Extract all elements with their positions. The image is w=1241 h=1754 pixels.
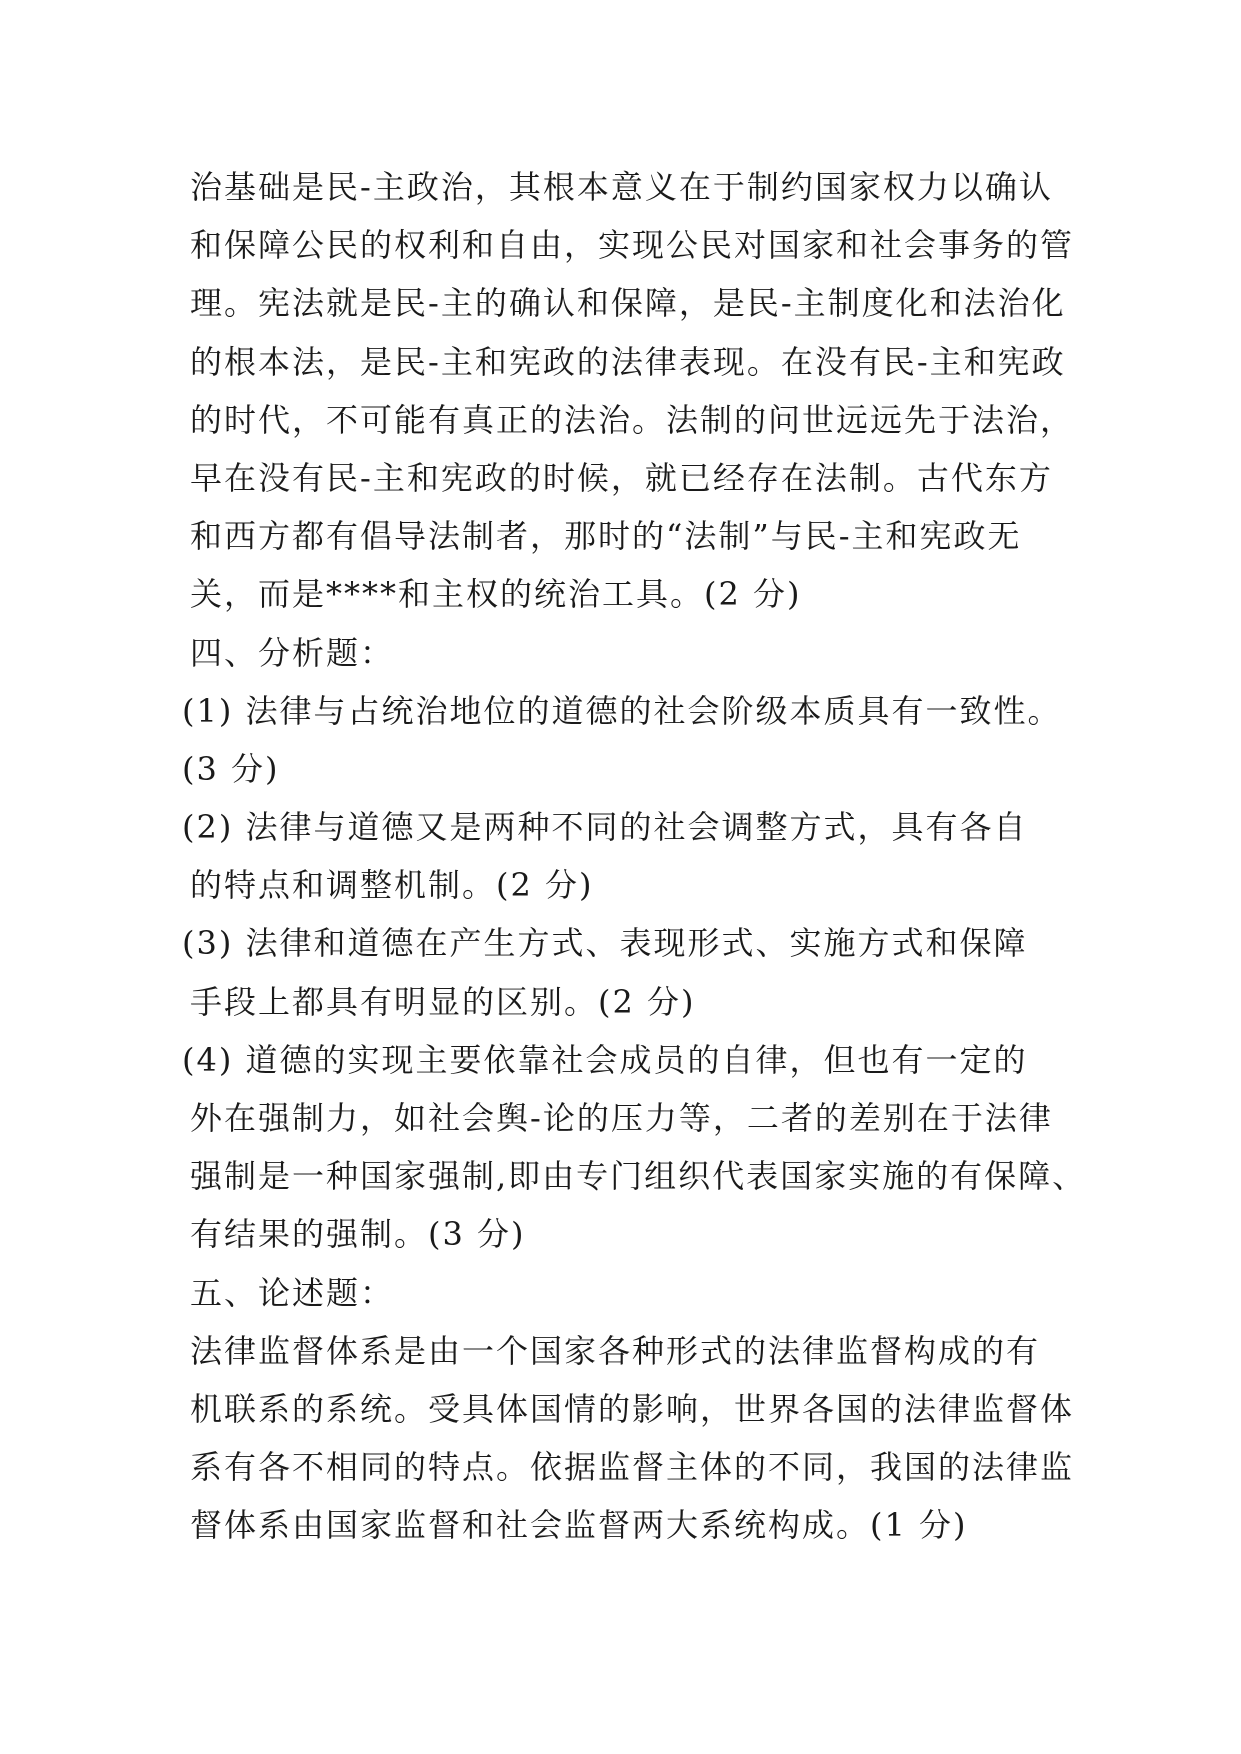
text-line: 和西方都有倡导法制者，那时的“法制”与民-主和宪政无 bbox=[190, 517, 1022, 556]
text-line: 的特点和调整机制。(2 分) bbox=[190, 866, 594, 905]
text-line: 有结果的强制。(3 分) bbox=[190, 1215, 526, 1254]
text-line: 机联系的系统。受具体国情的影响，世界各国的法律监督体 bbox=[190, 1389, 1075, 1428]
text-line: 系有各不相同的特点。依据监督主体的不同，我国的法律监 bbox=[190, 1448, 1075, 1487]
text-line: 法律监督体系是由一个国家各种形式的法律监督构成的有 bbox=[190, 1331, 1041, 1370]
text-line: (4) 道德的实现主要依靠社会成员的自律，但也有一定的 bbox=[182, 1040, 1028, 1079]
text-line: 关，而是****和主权的统治工具。(2 分) bbox=[190, 575, 802, 614]
text-line: 督体系由国家监督和社会监督两大系统构成。(1 分) bbox=[190, 1506, 968, 1545]
section-heading-analysis: 四、分析题： bbox=[190, 633, 395, 672]
text-line: (2) 法律与道德又是两种不同的社会调整方式，具有各自 bbox=[182, 808, 1028, 847]
text-line: 强制是一种国家强制,即由专门组织代表国家实施的有保障、 bbox=[190, 1157, 1087, 1196]
text-line: 的根本法，是民-主和宪政的法律表现。在没有民-主和宪政 bbox=[190, 342, 1066, 381]
text-line: 和保障公民的权利和自由，实现公民对国家和社会事务的管 bbox=[190, 226, 1075, 265]
text-line: 手段上都具有明显的区别。(2 分) bbox=[190, 982, 696, 1021]
text-line: 的时代，不可能有真正的法治。法制的问世远远先于法治， bbox=[190, 400, 1075, 439]
text-line: (3) 法律和道德在产生方式、表现形式、实施方式和保障 bbox=[182, 924, 1028, 963]
text-line: 理。宪法就是民-主的确认和保障，是民-主制度化和法治化 bbox=[190, 284, 1066, 323]
text-line: (1) 法律与占统治地位的道德的社会阶级本质具有一致性。 bbox=[182, 691, 1062, 730]
text-line: (3 分) bbox=[182, 749, 280, 788]
text-line: 外在强制力，如社会舆-论的压力等，二者的差别在于法律 bbox=[190, 1099, 1053, 1137]
text-line: 治基础是民-主政治，其根本意义在于制约国家权力以确认 bbox=[190, 168, 1053, 206]
text-line: 早在没有民-主和宪政的时候，就已经存在法制。古代东方 bbox=[190, 458, 1053, 497]
body-text bbox=[182, 158, 1190, 1555]
section-heading-essay: 五、论述题： bbox=[190, 1273, 395, 1312]
